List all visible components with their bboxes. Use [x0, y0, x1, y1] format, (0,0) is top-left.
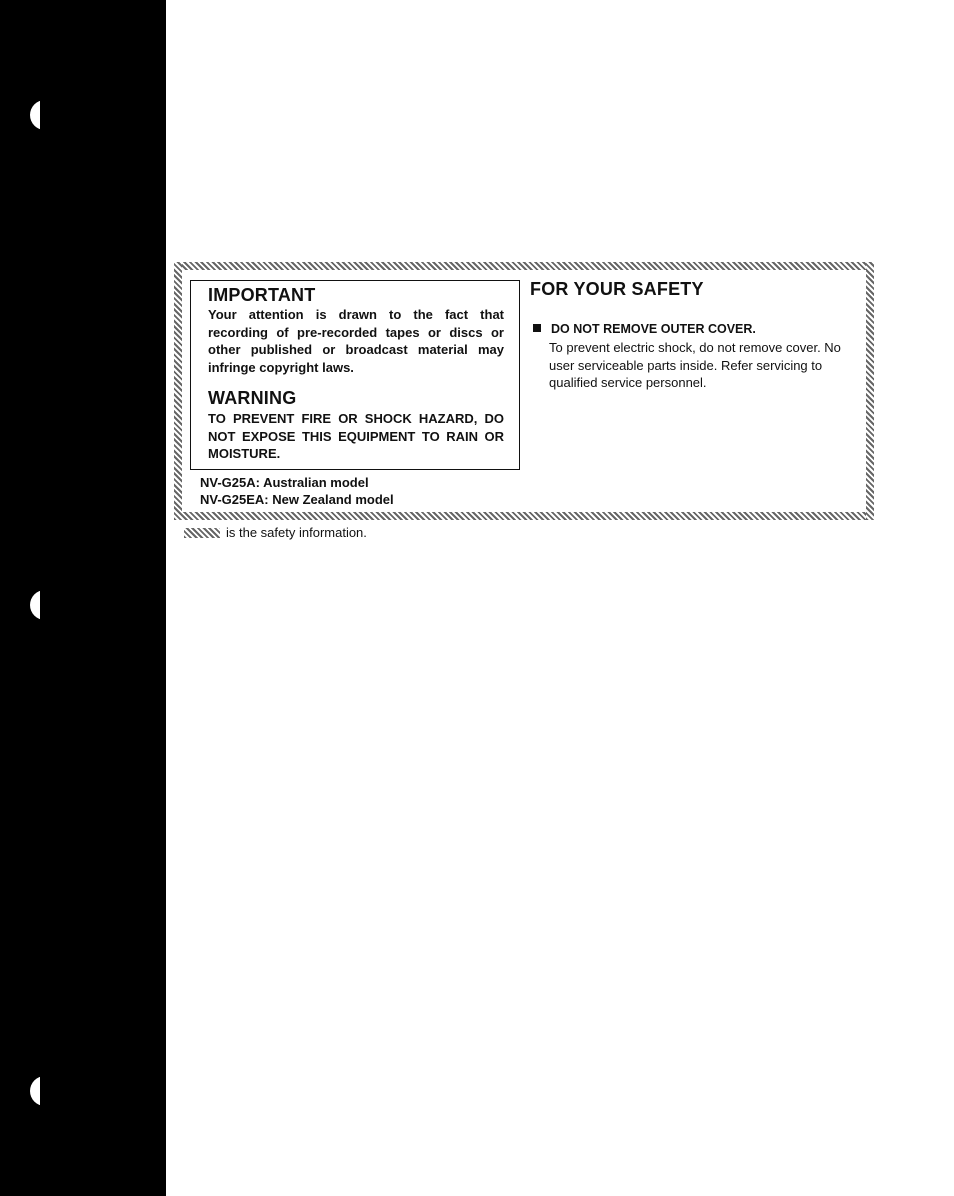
warning-text: TO PREVENT FIRE OR SHOCK HAZARD, DO NOT EXPOSE THIS EQUIPMENT TO RAIN OR MOISTURE. [208, 411, 504, 461]
punch-hole [30, 590, 46, 620]
punch-hole [30, 1076, 46, 1106]
important-text: Your attention is drawn to the fact that recording of pre-recorded tapes or discs or other published or broadcast material may infringe copyright laws. [208, 307, 504, 375]
safety-item-title: DO NOT REMOVE OUTER COVER. [551, 322, 756, 336]
punch-hole [30, 100, 46, 130]
bullet-square-icon [533, 324, 541, 332]
hatched-border-right [866, 262, 874, 520]
model-australia: NV-G25A: Australian model [200, 475, 369, 490]
warning-heading: WARNING [208, 388, 297, 408]
binding-strip [0, 0, 166, 1196]
legend-text: is the safety information. [226, 525, 367, 540]
model-new-zealand: NV-G25EA: New Zealand model [200, 492, 394, 507]
hatch-swatch-icon [184, 528, 220, 538]
safety-heading: FOR YOUR SAFETY [530, 279, 704, 299]
important-heading: IMPORTANT [208, 285, 316, 305]
safety-bullet-item [533, 322, 756, 336]
hatched-border-top [174, 262, 874, 270]
hatched-border-left [174, 262, 182, 520]
legend [184, 525, 367, 540]
model-list [200, 474, 530, 508]
hatched-border-bottom [174, 512, 874, 520]
safety-item-text: To prevent electric shock, do not remove cover. No user serviceable parts inside. Refer servicing to qualified service personnel. [549, 340, 841, 390]
